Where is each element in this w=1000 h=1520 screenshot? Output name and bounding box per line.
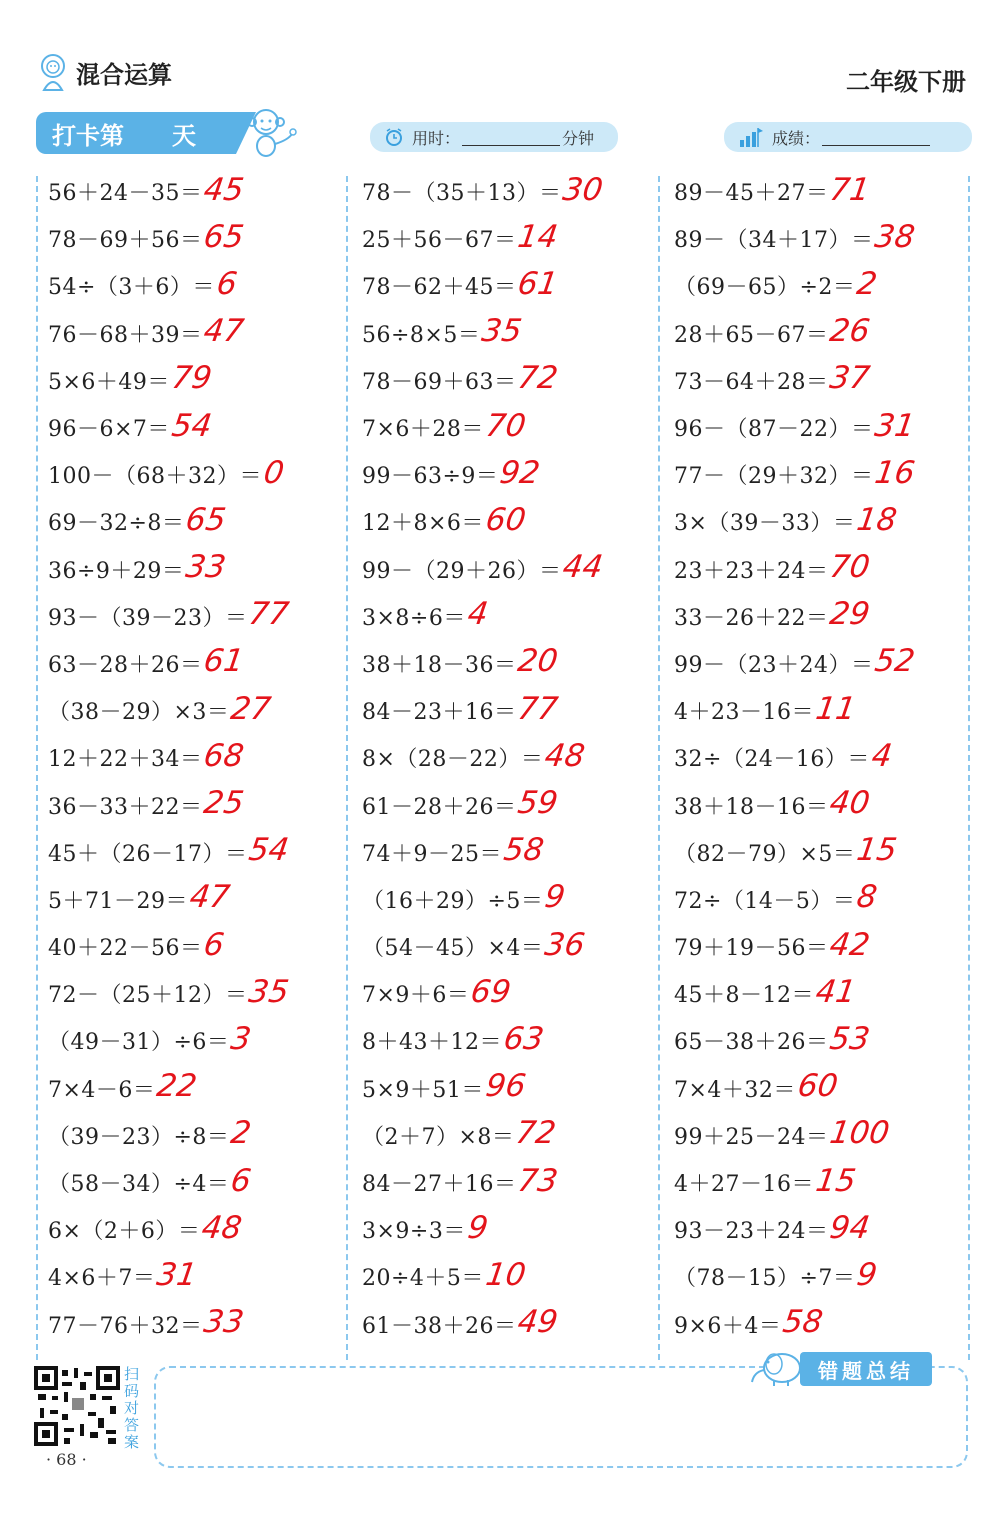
handwritten-answer[interactable]: 54 bbox=[169, 407, 214, 444]
problem-row bbox=[674, 1017, 915, 1064]
problem-expression: 9×6＋4＝ bbox=[674, 1313, 782, 1339]
problem-row bbox=[362, 1017, 603, 1064]
problem-expression: 45＋8－12＝ bbox=[674, 983, 814, 1009]
page-number: · 68 · bbox=[46, 1450, 87, 1469]
problem-expression: 76－68＋39＝ bbox=[48, 322, 203, 348]
handwritten-answer[interactable]: 58 bbox=[501, 832, 546, 869]
problem-row bbox=[362, 498, 603, 545]
handwritten-answer[interactable]: 49 bbox=[515, 1304, 561, 1341]
handwritten-answer[interactable]: 79 bbox=[169, 360, 214, 397]
problem-expression: 78－62＋45＝ bbox=[362, 275, 517, 301]
handwritten-answer[interactable]: 54 bbox=[246, 832, 292, 869]
handwritten-answer[interactable]: 69 bbox=[468, 973, 514, 1010]
problem-row bbox=[362, 1253, 603, 1300]
handwritten-answer[interactable]: 33 bbox=[183, 549, 229, 586]
problem-row bbox=[674, 310, 915, 357]
problem-expression: 99－63÷9＝ bbox=[362, 464, 499, 490]
handwritten-answer[interactable]: 58 bbox=[780, 1304, 826, 1341]
problem-expression: （38－29）×3＝ bbox=[48, 700, 230, 726]
problem-row bbox=[674, 781, 915, 828]
problem-row bbox=[674, 923, 915, 970]
qr-code-icon bbox=[34, 1366, 120, 1446]
checkin-banner bbox=[36, 112, 236, 154]
problem-expression: 8＋43＋12＝ bbox=[362, 1030, 502, 1056]
problem-expression: 78－（35＋13）＝ bbox=[362, 181, 562, 207]
handwritten-answer[interactable]: 42 bbox=[827, 926, 873, 963]
handwritten-answer[interactable]: 65 bbox=[201, 218, 247, 255]
lion-mascot-icon bbox=[36, 52, 70, 92]
problem-row bbox=[362, 1206, 603, 1253]
checkin-label-1: 打卡第 bbox=[52, 121, 124, 150]
problem-expression: 33－26＋22＝ bbox=[674, 605, 829, 631]
problem-row bbox=[362, 876, 603, 923]
handwritten-answer[interactable]: 40 bbox=[827, 785, 873, 822]
problem-row bbox=[48, 970, 292, 1017]
time-input[interactable] bbox=[462, 129, 560, 146]
time-field bbox=[370, 122, 618, 152]
handwritten-answer[interactable]: 60 bbox=[795, 1068, 840, 1105]
handwritten-answer[interactable]: 30 bbox=[560, 171, 606, 208]
handwritten-answer[interactable]: 70 bbox=[483, 407, 528, 444]
problem-row bbox=[48, 734, 289, 781]
problem-row bbox=[674, 404, 918, 451]
handwritten-answer[interactable]: 6 bbox=[228, 1162, 254, 1199]
handwritten-answer[interactable]: 4 bbox=[465, 596, 491, 633]
problem-expression: 20÷4＋5＝ bbox=[362, 1266, 484, 1292]
problem-expression: 99－（23＋24）＝ bbox=[674, 652, 874, 678]
handwritten-answer[interactable]: 48 bbox=[199, 1209, 245, 1246]
wrong-summary-title: 错题总结 bbox=[800, 1352, 932, 1386]
problem-row bbox=[674, 168, 915, 215]
handwritten-answer[interactable]: 31 bbox=[872, 407, 918, 444]
problem-row bbox=[674, 1301, 915, 1348]
divider-1 bbox=[346, 176, 348, 1360]
problem-row bbox=[362, 687, 603, 734]
page-title: 混合运算 bbox=[76, 60, 172, 89]
score-label: 成绩： bbox=[772, 128, 821, 148]
problem-row bbox=[674, 876, 915, 923]
handwritten-answer[interactable]: 37 bbox=[827, 360, 873, 397]
handwritten-answer[interactable]: 92 bbox=[497, 454, 543, 491]
header-left bbox=[36, 52, 172, 92]
problem-expression: 7×4－6＝ bbox=[48, 1077, 156, 1103]
handwritten-answer[interactable]: 11 bbox=[813, 690, 858, 727]
handwritten-answer[interactable]: 68 bbox=[201, 737, 247, 774]
problem-row bbox=[48, 546, 289, 593]
handwritten-answer[interactable]: 47 bbox=[187, 879, 232, 916]
problem-row bbox=[48, 1301, 289, 1348]
handwritten-answer[interactable]: 53 bbox=[827, 1020, 873, 1057]
handwritten-answer[interactable]: 100 bbox=[827, 1115, 893, 1152]
problem-expression: 100－（68＋32）＝ bbox=[48, 464, 262, 490]
problem-row bbox=[48, 498, 289, 545]
problem-expression: （69－65）÷2＝ bbox=[674, 275, 856, 301]
handwritten-answer[interactable]: 52 bbox=[872, 643, 918, 680]
handwritten-answer[interactable]: 71 bbox=[827, 171, 873, 208]
problem-row bbox=[362, 1112, 603, 1159]
scan-answer-label: 扫码对答案 bbox=[124, 1365, 140, 1451]
handwritten-answer[interactable]: 29 bbox=[827, 596, 873, 633]
handwritten-answer[interactable]: 36 bbox=[542, 926, 588, 963]
problem-row bbox=[48, 687, 289, 734]
handwritten-answer[interactable]: 25 bbox=[201, 785, 247, 822]
handwritten-answer[interactable]: 73 bbox=[515, 1162, 561, 1199]
problem-row bbox=[362, 546, 606, 593]
problem-row bbox=[674, 1065, 915, 1112]
problem-expression: 8×（28－22）＝ bbox=[362, 747, 544, 773]
problem-expression: 96－6×7＝ bbox=[48, 417, 170, 443]
handwritten-answer[interactable]: 61 bbox=[201, 643, 247, 680]
problem-row bbox=[674, 1206, 915, 1253]
problem-expression: 69－32÷8＝ bbox=[48, 511, 185, 537]
handwritten-answer[interactable]: 59 bbox=[515, 785, 561, 822]
handwritten-answer[interactable]: 77 bbox=[246, 596, 292, 633]
score-field bbox=[724, 122, 972, 152]
problem-expression: （78－15）÷7＝ bbox=[674, 1266, 856, 1292]
handwritten-answer[interactable]: 41 bbox=[813, 973, 858, 1010]
problem-expression: 12＋8×6＝ bbox=[362, 511, 484, 537]
problem-expression: 77－76＋32＝ bbox=[48, 1313, 203, 1339]
problem-row bbox=[362, 262, 603, 309]
handwritten-answer[interactable]: 35 bbox=[246, 973, 292, 1010]
problem-column-3 bbox=[674, 168, 918, 1348]
problem-expression: 12＋22＋34＝ bbox=[48, 747, 203, 773]
problem-expression: 45＋（26－17）＝ bbox=[48, 841, 248, 867]
problem-expression: 5×6＋49＝ bbox=[48, 369, 170, 395]
handwritten-answer[interactable]: 20 bbox=[515, 643, 561, 680]
problem-expression: 32÷（24－16）＝ bbox=[674, 747, 870, 773]
handwritten-answer[interactable]: 48 bbox=[542, 737, 588, 774]
problem-expression: 54÷（3＋6）＝ bbox=[48, 275, 215, 301]
handwritten-answer[interactable]: 6 bbox=[214, 265, 240, 302]
score-input[interactable] bbox=[822, 129, 930, 146]
handwritten-answer[interactable]: 31 bbox=[154, 1256, 200, 1293]
time-label: 用时： bbox=[412, 128, 461, 148]
problem-expression: 5＋71－29＝ bbox=[48, 888, 188, 914]
problem-row bbox=[674, 451, 918, 498]
problem-row bbox=[674, 640, 918, 687]
grade-label: 二年级下册 bbox=[846, 68, 966, 96]
problem-row bbox=[362, 404, 603, 451]
problem-expression: 93－23＋24＝ bbox=[674, 1219, 829, 1245]
handwritten-answer[interactable]: 16 bbox=[872, 454, 918, 491]
handwritten-answer[interactable]: 47 bbox=[201, 313, 247, 350]
problem-expression: 7×9＋6＝ bbox=[362, 983, 470, 1009]
handwritten-answer[interactable]: 3 bbox=[228, 1020, 254, 1057]
checkin-label-2: 天 bbox=[172, 121, 196, 150]
problem-row bbox=[48, 168, 289, 215]
handwritten-answer[interactable]: 44 bbox=[560, 549, 606, 586]
problem-row bbox=[674, 1253, 915, 1300]
clock-icon bbox=[384, 127, 404, 147]
problem-expression: （58－34）÷4＝ bbox=[48, 1172, 230, 1198]
problem-expression: 4×6＋7＝ bbox=[48, 1266, 156, 1292]
problem-row bbox=[362, 1159, 603, 1206]
problem-expression: （2＋7）×8＝ bbox=[362, 1124, 515, 1150]
problem-row bbox=[48, 1206, 289, 1253]
problem-row bbox=[48, 1017, 289, 1064]
problem-expression: （82－79）×5＝ bbox=[674, 841, 856, 867]
handwritten-answer[interactable]: 22 bbox=[154, 1068, 200, 1105]
handwritten-answer[interactable]: 10 bbox=[483, 1256, 528, 1293]
handwritten-answer[interactable]: 72 bbox=[515, 360, 561, 397]
problem-row bbox=[674, 1112, 915, 1159]
handwritten-answer[interactable]: 77 bbox=[515, 690, 561, 727]
problem-row bbox=[674, 829, 915, 876]
problem-expression: 56÷8×5＝ bbox=[362, 322, 481, 348]
problem-expression: 78－69＋56＝ bbox=[48, 228, 203, 254]
elephant-mascot-icon bbox=[748, 1346, 808, 1388]
handwritten-answer[interactable]: 2 bbox=[854, 265, 880, 302]
problem-expression: 7×4＋32＝ bbox=[674, 1077, 796, 1103]
problem-row bbox=[362, 829, 603, 876]
problem-expression: 7×6＋28＝ bbox=[362, 417, 484, 443]
problem-row bbox=[674, 687, 915, 734]
problem-row bbox=[674, 734, 915, 781]
problem-expression: 99－（29＋26）＝ bbox=[362, 558, 562, 584]
monkey-mascot-icon bbox=[240, 104, 298, 160]
handwritten-answer[interactable]: 38 bbox=[872, 218, 918, 255]
problem-row bbox=[674, 593, 915, 640]
problem-row bbox=[48, 593, 292, 640]
divider-left bbox=[36, 176, 38, 1360]
handwritten-answer[interactable]: 15 bbox=[854, 832, 900, 869]
problem-row bbox=[362, 357, 603, 404]
divider-2 bbox=[658, 176, 660, 1360]
problem-row bbox=[362, 734, 603, 781]
problem-row bbox=[48, 1159, 289, 1206]
problem-expression: 72－（25＋12）＝ bbox=[48, 983, 248, 1009]
problem-expression: 72÷（14－5）＝ bbox=[674, 888, 856, 914]
handwritten-answer[interactable]: 0 bbox=[261, 454, 287, 491]
handwritten-answer[interactable]: 9 bbox=[854, 1256, 880, 1293]
divider-right bbox=[968, 176, 970, 1360]
problem-expression: 28＋65－67＝ bbox=[674, 322, 829, 348]
problem-column-2 bbox=[362, 168, 606, 1348]
problem-expression: 4＋27－16＝ bbox=[674, 1172, 814, 1198]
handwritten-answer[interactable]: 9 bbox=[465, 1209, 491, 1246]
problem-expression: 36÷9＋29＝ bbox=[48, 558, 185, 584]
problem-row bbox=[48, 215, 289, 262]
handwritten-answer[interactable]: 26 bbox=[827, 313, 873, 350]
problem-expression: 74＋9－25＝ bbox=[362, 841, 502, 867]
problem-row bbox=[674, 1159, 915, 1206]
handwritten-answer[interactable]: 45 bbox=[201, 171, 247, 208]
handwritten-answer[interactable]: 72 bbox=[513, 1115, 559, 1152]
problem-row bbox=[362, 970, 603, 1017]
handwritten-answer[interactable]: 60 bbox=[483, 501, 528, 538]
problem-expression: 5×9＋51＝ bbox=[362, 1077, 484, 1103]
problem-row bbox=[674, 546, 915, 593]
chart-icon bbox=[738, 126, 764, 148]
problem-expression: 38＋18－16＝ bbox=[674, 794, 829, 820]
handwritten-answer[interactable]: 15 bbox=[813, 1162, 858, 1199]
problem-expression: 63－28＋26＝ bbox=[48, 652, 203, 678]
problem-row bbox=[48, 876, 289, 923]
problem-expression: 79＋19－56＝ bbox=[674, 936, 829, 962]
problem-expression: 4＋23－16＝ bbox=[674, 700, 814, 726]
problem-row bbox=[362, 923, 603, 970]
problem-expression: 40＋22－56＝ bbox=[48, 936, 203, 962]
problem-row bbox=[48, 262, 289, 309]
handwritten-answer[interactable]: 33 bbox=[201, 1304, 247, 1341]
problem-row bbox=[362, 451, 603, 498]
problem-row bbox=[674, 262, 915, 309]
problem-expression: 56＋24－35＝ bbox=[48, 181, 203, 207]
problem-expression: （16＋29）÷5＝ bbox=[362, 888, 544, 914]
handwritten-answer[interactable]: 35 bbox=[479, 313, 525, 350]
problem-expression: 38＋18－36＝ bbox=[362, 652, 517, 678]
handwritten-answer[interactable]: 70 bbox=[827, 549, 873, 586]
problem-expression: 73－64＋28＝ bbox=[674, 369, 829, 395]
problem-expression: 65－38＋26＝ bbox=[674, 1030, 829, 1056]
problem-row bbox=[362, 215, 603, 262]
problem-row bbox=[674, 970, 915, 1017]
problem-expression: 77－（29＋32）＝ bbox=[674, 464, 874, 490]
handwritten-answer[interactable]: 14 bbox=[515, 218, 561, 255]
problem-expression: 96－（87－22）＝ bbox=[674, 417, 874, 443]
handwritten-answer[interactable]: 18 bbox=[854, 501, 900, 538]
problem-expression: 3×9÷3＝ bbox=[362, 1219, 466, 1245]
problem-row bbox=[48, 1112, 289, 1159]
problem-expression: 78－69＋63＝ bbox=[362, 369, 517, 395]
problem-row bbox=[674, 498, 915, 545]
problem-row bbox=[362, 168, 606, 215]
problem-expression: （49－31）÷6＝ bbox=[48, 1030, 230, 1056]
problem-expression: 36－33＋22＝ bbox=[48, 794, 203, 820]
problem-row bbox=[48, 829, 292, 876]
problem-row bbox=[48, 357, 289, 404]
handwritten-answer[interactable]: 9 bbox=[542, 879, 568, 916]
handwritten-answer[interactable]: 6 bbox=[201, 926, 227, 963]
problem-column-1 bbox=[48, 168, 292, 1348]
problem-expression: 99＋25－24＝ bbox=[674, 1124, 829, 1150]
problem-row bbox=[362, 640, 603, 687]
handwritten-answer[interactable]: 65 bbox=[183, 501, 229, 538]
problem-row bbox=[48, 1253, 289, 1300]
problem-expression: 3×8÷6＝ bbox=[362, 605, 466, 631]
problem-row bbox=[362, 593, 603, 640]
handwritten-answer[interactable]: 94 bbox=[827, 1209, 873, 1246]
problem-row bbox=[674, 357, 915, 404]
handwritten-answer[interactable]: 8 bbox=[854, 879, 880, 916]
problem-expression: （39－23）÷8＝ bbox=[48, 1124, 230, 1150]
problem-row bbox=[48, 310, 289, 357]
handwritten-answer[interactable]: 96 bbox=[483, 1068, 528, 1105]
problem-row bbox=[48, 404, 289, 451]
time-unit: 分钟 bbox=[562, 128, 595, 148]
problem-expression: 84－23＋16＝ bbox=[362, 700, 517, 726]
problem-row bbox=[674, 215, 918, 262]
problem-expression: 61－28＋26＝ bbox=[362, 794, 517, 820]
problem-expression: 23＋23＋24＝ bbox=[674, 558, 829, 584]
handwritten-answer[interactable]: 27 bbox=[228, 690, 274, 727]
handwritten-answer[interactable]: 63 bbox=[501, 1020, 546, 1057]
problem-row bbox=[48, 781, 289, 828]
handwritten-answer[interactable]: 2 bbox=[228, 1115, 254, 1152]
problem-expression: 89－（34＋17）＝ bbox=[674, 228, 874, 254]
handwritten-answer[interactable]: 61 bbox=[515, 265, 561, 302]
problem-expression: 93－（39－23）＝ bbox=[48, 605, 248, 631]
handwritten-answer[interactable]: 4 bbox=[869, 737, 895, 774]
problem-expression: （54－45）×4＝ bbox=[362, 936, 544, 962]
problem-row bbox=[362, 1065, 603, 1112]
problem-row bbox=[48, 923, 289, 970]
problem-expression: 25＋56－67＝ bbox=[362, 228, 517, 254]
problem-row bbox=[48, 451, 289, 498]
problem-expression: 61－38＋26＝ bbox=[362, 1313, 517, 1339]
problem-row bbox=[362, 781, 603, 828]
problem-expression: 6×（2＋6）＝ bbox=[48, 1219, 201, 1245]
problem-row bbox=[48, 640, 289, 687]
problem-expression: 3×（39－33）＝ bbox=[674, 511, 856, 537]
problem-row bbox=[362, 310, 603, 357]
problem-expression: 84－27＋16＝ bbox=[362, 1172, 517, 1198]
problem-row bbox=[362, 1301, 603, 1348]
problem-row bbox=[48, 1065, 289, 1112]
problem-expression: 89－45＋27＝ bbox=[674, 181, 829, 207]
